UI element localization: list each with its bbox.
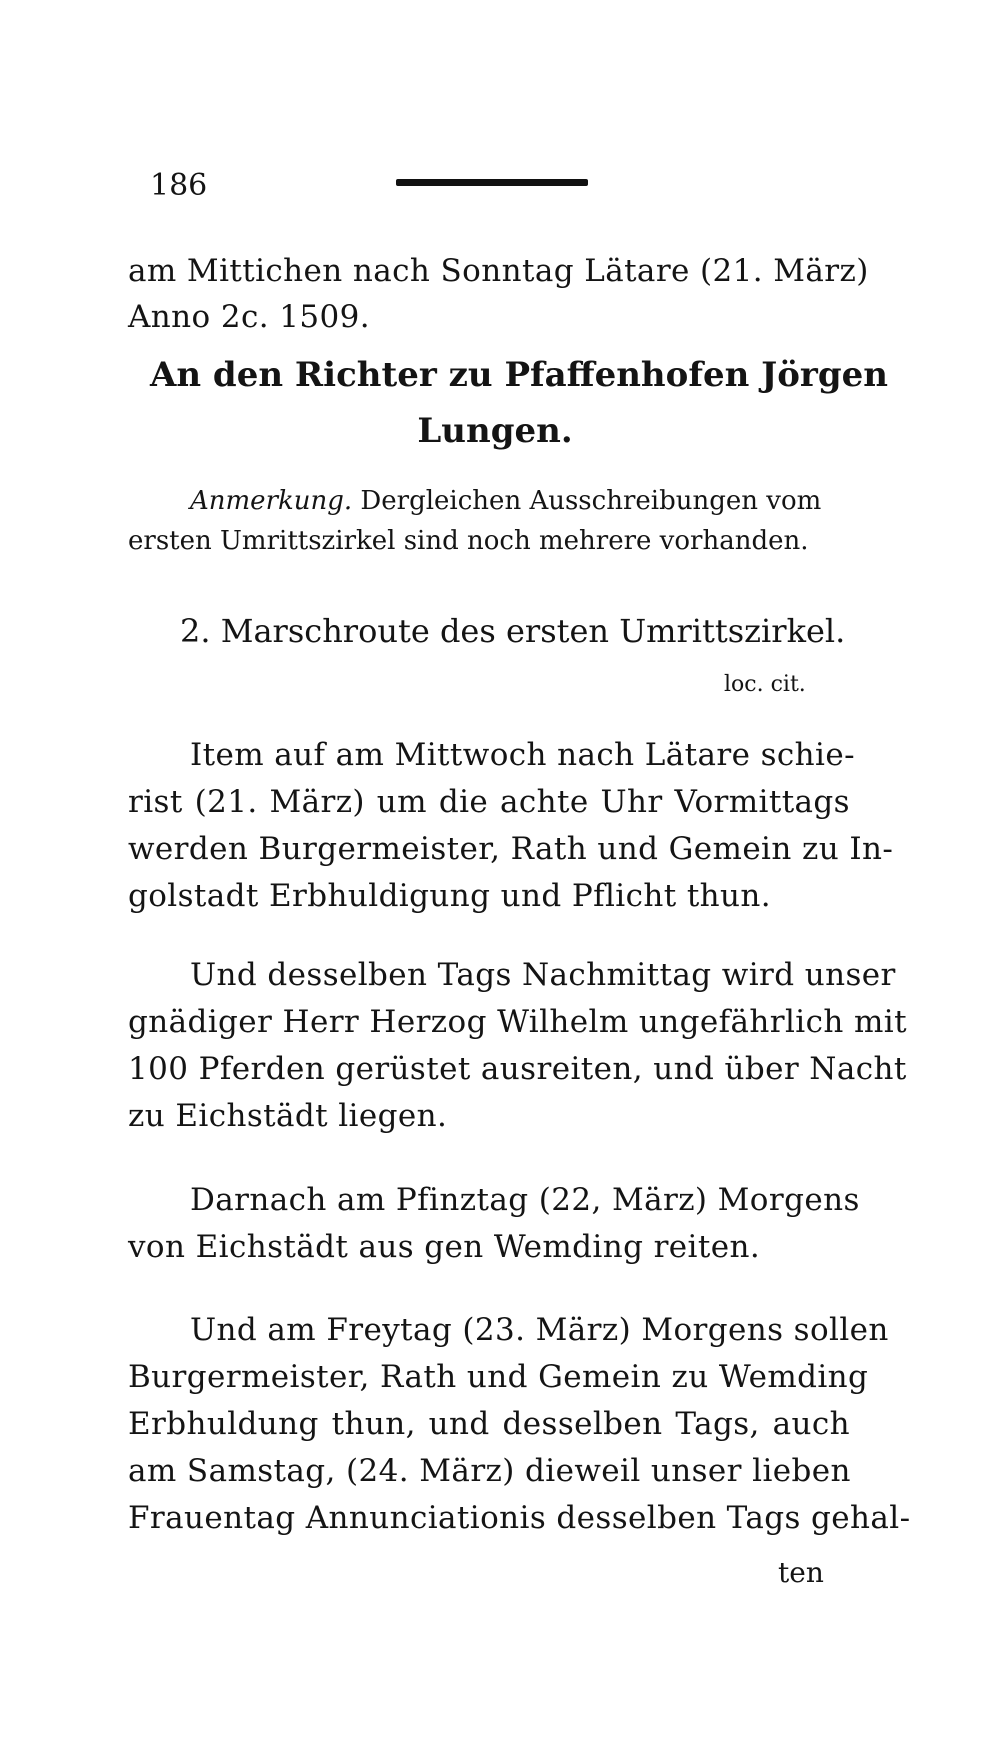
header-rule [396,179,588,186]
paragraph-2-line-1: Und desselben Tags Nachmittag wird unser [190,957,896,993]
paragraph-1-line-3: werden Burgermeister, Rath und Gemein zu In- [128,831,894,867]
section-heading: 2. Marschroute des ersten Umrittszirkel. [180,612,846,650]
paragraph-3-line-2: von Eichstädt aus gen Wemding reiten. [128,1229,761,1265]
section-reference: loc. cit. [724,672,806,697]
note-text-1: Dergleichen Ausschreibungen vom [360,486,822,516]
address-title-line-1: An den Richter zu Pfaffenhofen Jörgen [150,355,888,395]
paragraph-1-line-4: golstadt Erbhuldigung und Pflicht thun. [128,878,772,914]
note-line-1 [190,483,821,519]
page-header [150,168,850,208]
opening-line-1: am Mittichen nach Sonntag Lätare (21. März) [128,253,869,289]
paragraph-4-line-1: Und am Freytag (23. März) Morgens sollen [190,1312,889,1348]
paragraph-2-line-2: gnädiger Herr Herzog Wilhelm ungefährlich mit [128,1004,907,1040]
catchword: ten [778,1556,824,1589]
paragraph-4-line-3: Erbhuldung thun, und desselben Tags, auch [128,1406,850,1442]
page-number: 186 [150,168,208,203]
note-line-2: ersten Umrittszirkel sind noch mehrere vorhanden. [128,526,809,556]
paragraph-1-line-2: rist (21. März) um die achte Uhr Vormittags [128,784,850,820]
paragraph-2-line-4: zu Eichstädt liegen. [128,1098,448,1134]
paragraph-3-line-1: Darnach am Pfinztag (22, März) Morgens [190,1182,860,1218]
paragraph-1-line-1: Item auf am Mittwoch nach Lätare schie- [190,737,855,773]
opening-line-2: Anno 2c. 1509. [128,299,370,335]
paragraph-2-line-3: 100 Pferden gerüstet ausreiten, und über Nacht [128,1051,907,1087]
paragraph-4-line-4: am Samstag, (24. März) dieweil unser lieben [128,1453,851,1489]
paragraph-4-line-2: Burgermeister, Rath und Gemein zu Wemding [128,1359,869,1395]
paragraph-4-line-5: Frauentag Annunciationis desselben Tags gehal- [128,1500,911,1536]
address-title-line-2: Lungen. [417,411,573,451]
note-label: Anmerkung. [190,486,353,516]
